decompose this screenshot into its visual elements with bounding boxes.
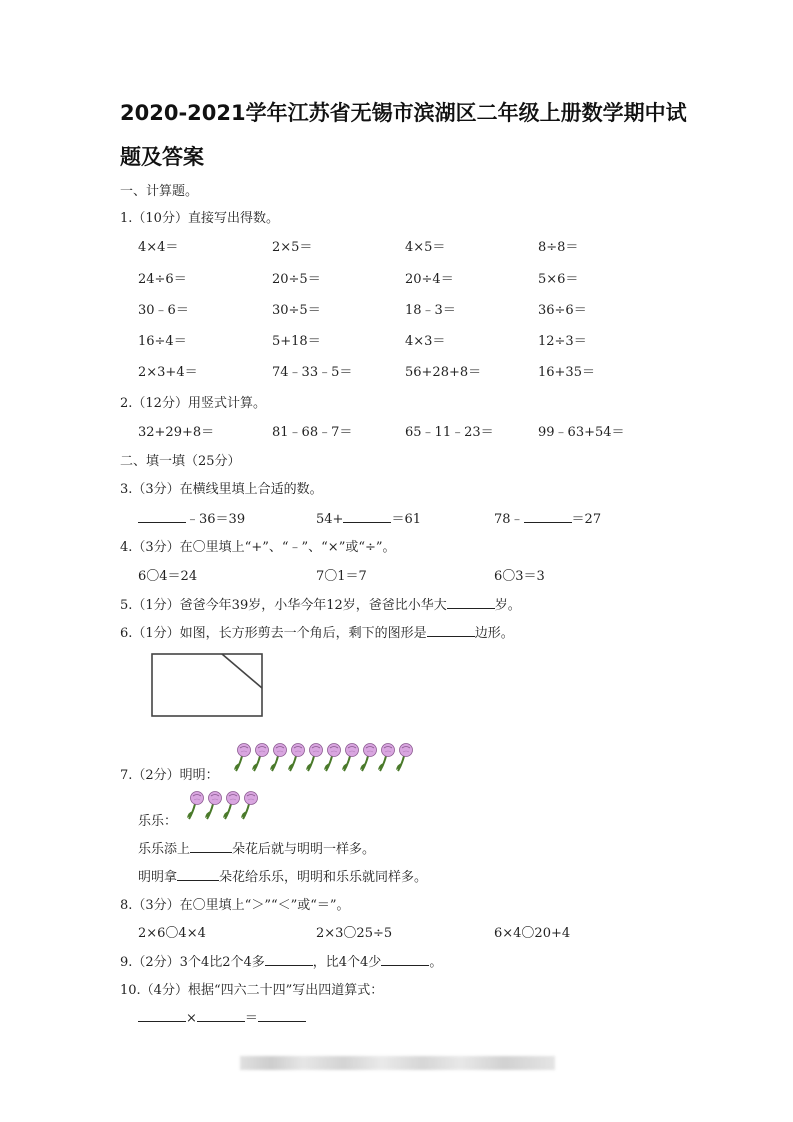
q4-item: 6〇3＝3 xyxy=(494,569,545,584)
q1-item: 30﹣6＝ xyxy=(138,303,189,318)
tulip-flower-icon xyxy=(287,742,305,772)
q1-item: 20÷5＝ xyxy=(272,272,321,287)
question-7-heading: 7.（2分）明明： xyxy=(120,768,219,783)
question-4-heading: 4.（3分）在〇里填上“+”、“﹣”、“×”或“÷”。 xyxy=(120,540,396,555)
question-6: 6.（1分）如图，长方形剪去一个角后，剩下的图形是 边形。 xyxy=(120,626,514,641)
page-title-line1: 2020-2021学年江苏省无锡市滨湖区二年级上册数学期中试 xyxy=(120,101,687,125)
q1-item: 5+18＝ xyxy=(272,334,321,349)
q1-item: 4×3＝ xyxy=(405,334,446,349)
q3-item-b: 54+ ＝61 xyxy=(316,512,421,527)
tulip-flower-icon xyxy=(305,742,323,772)
question-8-heading: 8.（3分）在〇里填上“＞”“＜”或“＝”。 xyxy=(120,898,350,913)
lele-label: 乐乐： xyxy=(138,814,178,829)
page-title-line2: 题及答案 xyxy=(120,145,204,169)
question-9: 9.（2分）3个4比2个4多 ，比4个4少 。 xyxy=(120,955,443,970)
q1-item: 5×6＝ xyxy=(538,272,579,287)
q1-item: 18﹣3＝ xyxy=(405,303,456,318)
q1-item: 74﹣33﹣5＝ xyxy=(272,365,353,380)
tulip-flower-icon xyxy=(222,790,240,820)
answer-blank[interactable] xyxy=(427,635,475,637)
answer-blank[interactable] xyxy=(190,851,232,853)
tulip-flower-icon xyxy=(269,742,287,772)
q7-line-2: 明明拿 朵花给乐乐，明明和乐乐就同样多。 xyxy=(138,870,428,885)
lele-flower-row xyxy=(186,790,258,820)
question-2-heading: 2.（12分）用竖式计算。 xyxy=(120,396,266,411)
q8-item: 2×3〇25÷5 xyxy=(316,926,393,941)
q1-item: 2×3+4＝ xyxy=(138,365,198,380)
q1-item: 36÷6＝ xyxy=(538,303,587,318)
tulip-flower-icon xyxy=(204,790,222,820)
section-heading-1: 一、计算题。 xyxy=(120,184,199,199)
answer-blank[interactable] xyxy=(177,879,219,881)
tulip-flower-icon xyxy=(377,742,395,772)
q1-item: 2×5＝ xyxy=(272,240,313,255)
tulip-flower-icon xyxy=(186,790,204,820)
q2-item: 99﹣63+54＝ xyxy=(538,425,625,440)
answer-blank[interactable] xyxy=(343,521,391,523)
q8-item: 2×6〇4×4 xyxy=(138,926,206,941)
q1-item: 4×5＝ xyxy=(405,240,446,255)
q1-item: 20÷4＝ xyxy=(405,272,454,287)
q1-item: 30÷5＝ xyxy=(272,303,321,318)
q1-item: 8÷8＝ xyxy=(538,240,579,255)
q1-item: 16+35＝ xyxy=(538,365,595,380)
q4-item: 6〇4＝24 xyxy=(138,569,198,584)
question-3-heading: 3.（3分）在横线里填上合适的数。 xyxy=(120,482,323,497)
q1-item: 16÷4＝ xyxy=(138,334,187,349)
q1-item: 24÷6＝ xyxy=(138,272,187,287)
q1-item: 12÷3＝ xyxy=(538,334,587,349)
q8-item: 6×4〇20+4 xyxy=(494,926,571,941)
tulip-flower-icon xyxy=(240,790,258,820)
tulip-flower-icon xyxy=(359,742,377,772)
answer-blank[interactable] xyxy=(197,1020,245,1022)
answer-blank[interactable] xyxy=(265,964,313,966)
mingming-flower-row xyxy=(233,742,413,772)
answer-blank[interactable] xyxy=(381,964,429,966)
cut-rectangle-figure xyxy=(150,652,264,718)
q2-item: 81﹣68﹣7＝ xyxy=(272,425,353,440)
tulip-flower-icon xyxy=(323,742,341,772)
answer-blank[interactable] xyxy=(138,521,186,523)
tulip-flower-icon xyxy=(395,742,413,772)
tulip-flower-icon xyxy=(251,742,269,772)
answer-blank[interactable] xyxy=(138,1020,186,1022)
q4-item: 7〇1＝7 xyxy=(316,569,367,584)
section-heading-2: 二、填一填（25分） xyxy=(120,454,241,469)
q10-equation: × ＝ xyxy=(138,1007,306,1026)
q2-item: 65﹣11﹣23＝ xyxy=(405,425,494,440)
question-1-heading: 1.（10分）直接写出得数。 xyxy=(120,211,279,226)
q2-item: 32+29+8＝ xyxy=(138,425,215,440)
q1-item: 56+28+8＝ xyxy=(405,365,482,380)
tulip-flower-icon xyxy=(341,742,359,772)
question-10-heading: 10.（4分）根据“四六二十四”写出四道算式： xyxy=(120,983,384,998)
question-5: 5.（1分）爸爸今年39岁，小华今年12岁，爸爸比小华大 岁。 xyxy=(120,598,521,613)
q1-item: 4×4＝ xyxy=(138,240,179,255)
answer-blank[interactable] xyxy=(524,521,572,523)
answer-blank[interactable] xyxy=(447,607,495,609)
answer-blank[interactable] xyxy=(258,1020,306,1022)
blurred-footer-watermark xyxy=(240,1056,555,1070)
q3-item-a: ﹣36＝39 xyxy=(138,508,245,527)
tulip-flower-icon xyxy=(233,742,251,772)
q3-item-c: 78﹣ ＝27 xyxy=(494,512,602,527)
q7-line-1: 乐乐添上 朵花后就与明明一样多。 xyxy=(138,842,376,857)
